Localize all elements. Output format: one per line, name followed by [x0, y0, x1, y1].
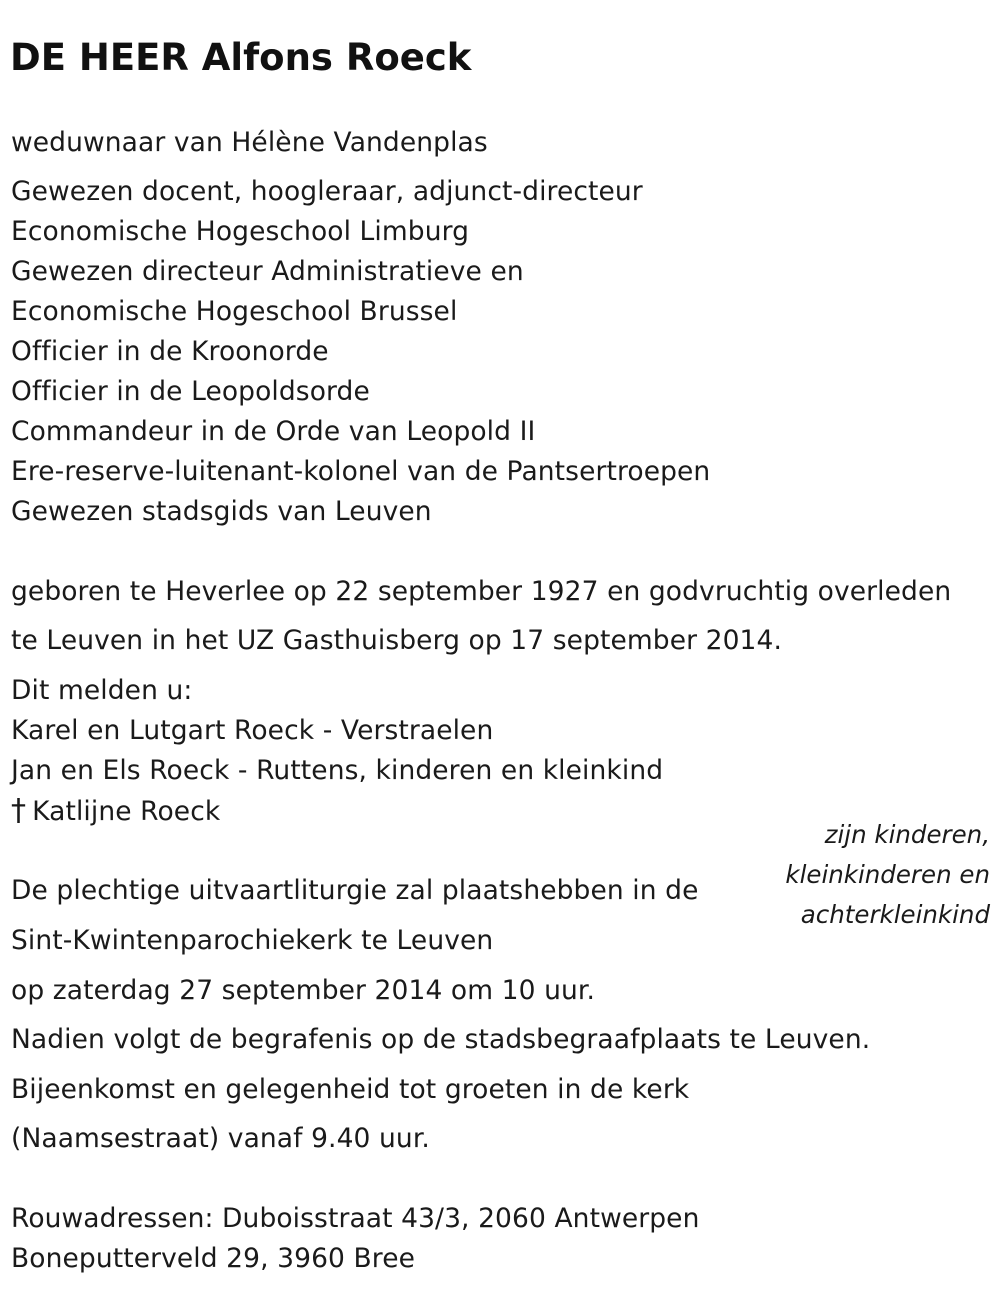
- announcer-line: Karel en Lutgart Roeck - Verstraelen: [11, 715, 494, 746]
- title-line: Gewezen docent, hoogleraar, adjunct-directeur: [11, 176, 643, 207]
- deceased-child-line: [11, 793, 221, 828]
- title-line: Gewezen stadsgids van Leuven: [11, 496, 432, 527]
- deceased-child-name: Katlijne Roeck: [32, 796, 221, 827]
- announcer-line: Jan en Els Roeck - Ruttens, kinderen en kleinkind: [11, 755, 664, 786]
- relation-line: achterkleinkind: [800, 900, 990, 929]
- address-line: Boneputterveld 29, 3960 Bree: [11, 1243, 416, 1274]
- funeral-line: Sint-Kwintenparochiekerk te Leuven: [11, 925, 494, 956]
- birth-death-line: geboren te Heverlee op 22 september 1927 en godvruchtig overleden: [11, 576, 952, 607]
- title-line: Gewezen directeur Administratieve en: [11, 256, 524, 287]
- notice-title: DE HEER Alfons Roeck: [10, 36, 472, 79]
- spouse-line: weduwnaar van Hélène Vandenplas: [11, 127, 488, 158]
- funeral-line: De plechtige uitvaartliturgie zal plaatshebben in de: [11, 875, 699, 906]
- title-line: Economische Hogeschool Brussel: [11, 296, 458, 327]
- funeral-line: Bijeenkomst en gelegenheid tot groeten in de kerk: [11, 1074, 690, 1105]
- title-line: Officier in de Kroonorde: [11, 336, 329, 367]
- birth-death-line: te Leuven in het UZ Gasthuisberg op 17 september 2014.: [11, 625, 783, 656]
- funeral-line: Nadien volgt de begrafenis op de stadsbegraafplaats te Leuven.: [11, 1024, 871, 1055]
- address-line: Rouwadressen: Duboisstraat 43/3, 2060 Antwerpen: [11, 1203, 700, 1234]
- relation-line: kleinkinderen en: [785, 860, 990, 889]
- cross-icon: †: [11, 793, 27, 828]
- funeral-line: (Naamsestraat) vanaf 9.40 uur.: [11, 1123, 430, 1154]
- relation-line: zijn kinderen,: [824, 820, 990, 849]
- title-line: Economische Hogeschool Limburg: [11, 216, 470, 247]
- title-line: Commandeur in de Orde van Leopold II: [11, 416, 536, 447]
- title-line: Officier in de Leopoldsorde: [11, 376, 370, 407]
- title-line: Ere-reserve-luitenant-kolonel van de Pantsertroepen: [11, 456, 711, 487]
- funeral-line: op zaterdag 27 september 2014 om 10 uur.: [11, 975, 595, 1006]
- announcers-intro: Dit melden u:: [11, 675, 193, 706]
